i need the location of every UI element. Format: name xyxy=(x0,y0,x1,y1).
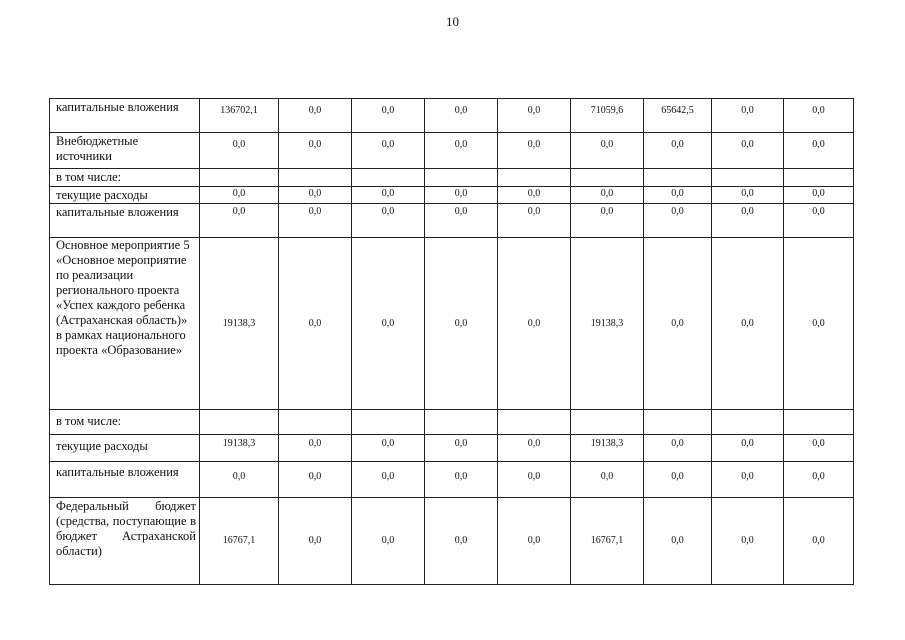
table-cell xyxy=(425,410,498,435)
table-cell xyxy=(498,169,571,187)
table-cell: 0,0 xyxy=(784,204,854,238)
table-cell: 0,0 xyxy=(712,435,784,462)
table-cell: 136702,1 xyxy=(200,99,279,133)
table-cell xyxy=(712,169,784,187)
table-cell: 0,0 xyxy=(712,238,784,410)
table-cell xyxy=(644,410,712,435)
table-cell: 0,0 xyxy=(425,187,498,204)
table-cell: 65642,5 xyxy=(644,99,712,133)
table-cell: 0,0 xyxy=(200,204,279,238)
table-cell: 0,0 xyxy=(352,498,425,585)
table-cell: 0,0 xyxy=(784,462,854,498)
budget-table xyxy=(49,98,854,585)
table-cell: 19138,3 xyxy=(571,435,644,462)
table-cell xyxy=(644,169,712,187)
table-cell: 0,0 xyxy=(644,133,712,169)
table-cell: 0,0 xyxy=(712,462,784,498)
table-cell: 0,0 xyxy=(498,99,571,133)
table-cell xyxy=(352,169,425,187)
row-label: капитальные вложения xyxy=(50,99,200,133)
row-label: в том числе: xyxy=(50,169,200,187)
table-cell xyxy=(425,169,498,187)
table-cell xyxy=(571,169,644,187)
table-cell: 0,0 xyxy=(498,498,571,585)
table-cell xyxy=(279,410,352,435)
table-cell: 0,0 xyxy=(279,99,352,133)
table-cell xyxy=(200,410,279,435)
table-cell: 16767,1 xyxy=(571,498,644,585)
table-cell: 0,0 xyxy=(425,204,498,238)
table-cell: 0,0 xyxy=(498,435,571,462)
table-cell: 0,0 xyxy=(425,462,498,498)
table-cell: 0,0 xyxy=(352,238,425,410)
table-cell xyxy=(571,410,644,435)
table-cell: 0,0 xyxy=(352,204,425,238)
row-label: в том числе: xyxy=(50,410,200,435)
row-label: текущие расходы xyxy=(50,435,200,462)
table-cell: 0,0 xyxy=(425,435,498,462)
table-cell: 0,0 xyxy=(784,133,854,169)
row-label: Внебюджетные источники xyxy=(50,133,200,169)
table-cell xyxy=(784,169,854,187)
table-row xyxy=(50,498,854,585)
table-cell: 0,0 xyxy=(352,435,425,462)
table-cell: 0,0 xyxy=(279,238,352,410)
row-label: Федеральный бюджет (средства, поступающие в бюджет Астраханской области) xyxy=(50,498,200,585)
table-row xyxy=(50,435,854,462)
table-row xyxy=(50,187,854,204)
table-cell: 0,0 xyxy=(200,462,279,498)
table-cell: 0,0 xyxy=(498,462,571,498)
table-cell: 0,0 xyxy=(425,133,498,169)
table-cell: 0,0 xyxy=(279,133,352,169)
table-cell: 0,0 xyxy=(200,187,279,204)
table-row xyxy=(50,99,854,133)
table-cell: 0,0 xyxy=(644,435,712,462)
table-cell xyxy=(498,410,571,435)
table-cell: 19138,3 xyxy=(200,238,279,410)
table-cell: 0,0 xyxy=(425,99,498,133)
table-cell: 0,0 xyxy=(279,204,352,238)
table-cell: 0,0 xyxy=(498,204,571,238)
table-cell: 0,0 xyxy=(644,187,712,204)
table-cell: 0,0 xyxy=(571,133,644,169)
table-cell: 0,0 xyxy=(644,498,712,585)
table-cell: 0,0 xyxy=(571,187,644,204)
table-cell: 0,0 xyxy=(571,462,644,498)
table-row xyxy=(50,462,854,498)
table-cell: 0,0 xyxy=(784,187,854,204)
table-cell: 0,0 xyxy=(784,498,854,585)
table-cell: 71059,6 xyxy=(571,99,644,133)
table-cell xyxy=(784,410,854,435)
table-cell: 0,0 xyxy=(644,462,712,498)
table-cell: 0,0 xyxy=(425,498,498,585)
row-label: капитальные вложения xyxy=(50,462,200,498)
table-cell xyxy=(279,169,352,187)
table-cell: 0,0 xyxy=(712,187,784,204)
table-cell: 0,0 xyxy=(200,133,279,169)
table-cell: 0,0 xyxy=(712,99,784,133)
table-cell xyxy=(200,169,279,187)
table-cell: 0,0 xyxy=(279,187,352,204)
table-cell: 0,0 xyxy=(498,187,571,204)
table-cell: 19138,3 xyxy=(571,238,644,410)
table-row xyxy=(50,133,854,169)
table-cell: 0,0 xyxy=(279,462,352,498)
table-row xyxy=(50,238,854,410)
table-cell: 0,0 xyxy=(644,204,712,238)
table-cell: 0,0 xyxy=(498,238,571,410)
table-cell: 19138,3 xyxy=(200,435,279,462)
table-row xyxy=(50,204,854,238)
table-cell: 0,0 xyxy=(712,133,784,169)
table-cell: 0,0 xyxy=(784,99,854,133)
table-cell: 0,0 xyxy=(352,133,425,169)
table-cell: 0,0 xyxy=(425,238,498,410)
table-cell: 0,0 xyxy=(712,204,784,238)
table-row xyxy=(50,169,854,187)
table-cell xyxy=(352,410,425,435)
table-cell: 0,0 xyxy=(571,204,644,238)
table-cell: 0,0 xyxy=(644,238,712,410)
table-cell xyxy=(712,410,784,435)
table-cell: 0,0 xyxy=(352,462,425,498)
row-label: Основное мероприятие 5 «Основное мероприятие по реализации регионального проекта «Успех каждого ребенка (Астраханская область)» в рамках национального проекта «Образование» xyxy=(50,238,200,410)
row-label: капитальные вложения xyxy=(50,204,200,238)
table-cell: 0,0 xyxy=(712,498,784,585)
table-cell: 0,0 xyxy=(784,435,854,462)
table-cell: 0,0 xyxy=(498,133,571,169)
table-row xyxy=(50,410,854,435)
table-cell: 0,0 xyxy=(279,435,352,462)
table-cell: 0,0 xyxy=(352,99,425,133)
row-label: текущие расходы xyxy=(50,187,200,204)
table-cell: 0,0 xyxy=(279,498,352,585)
page-number: 10 xyxy=(446,14,459,29)
table-cell: 16767,1 xyxy=(200,498,279,585)
table-cell: 0,0 xyxy=(352,187,425,204)
table-cell: 0,0 xyxy=(784,238,854,410)
